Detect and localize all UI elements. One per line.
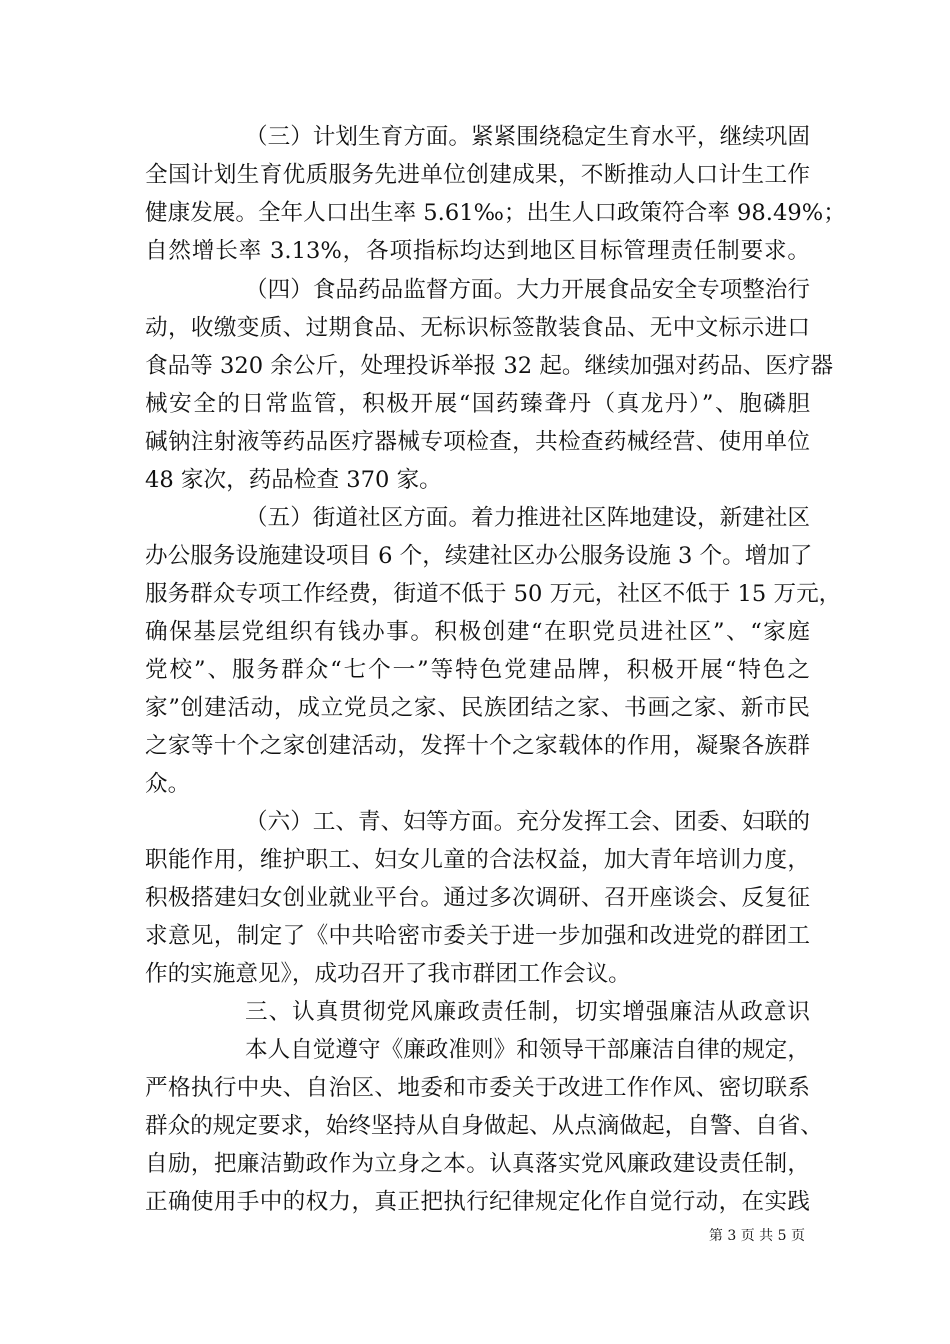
text-line: 械安全的日常监管，积极开展“国药臻聋丹（真龙丹）”、胞磷胆 — [145, 391, 810, 417]
text-line: 正确使用手中的权力，真正把执行纪律规定化作自觉行动，在实践 — [145, 1189, 810, 1215]
text-line: 碱钠注射液等药品医疗器械专项检查，共检查药械经营、使用单位 — [145, 429, 810, 455]
text-line: 自然增长率 3.13%，各项指标均达到地区目标管理责任制要求。 — [145, 238, 810, 264]
text-line: 严格执行中央、自治区、地委和市委关于改进工作作风、密切联系 — [145, 1075, 810, 1101]
text-line: 动，收缴变质、过期食品、无标识标签散装食品、无中文标示进口 — [145, 315, 810, 341]
text-line: 全国计划生育优质服务先进单位创建成果，不断推动人口计生工作 — [145, 162, 810, 188]
text-line: 健康发展。全年人口出生率 5.61‰；出生人口政策符合率 98.49%； — [145, 200, 846, 226]
text-line: 积极搭建妇女创业就业平台。通过多次调研、召开座谈会、反复征 — [145, 885, 810, 911]
text-line: 职能作用，维护职工、妇女儿童的合法权益，加大青年培训力度， — [145, 847, 810, 873]
page-number: 第 3 页 共 5 页 — [708, 1228, 805, 1244]
text-line: 确保基层党组织有钱办事。积极创建“在职党员进社区”、“家庭 — [145, 619, 810, 645]
text-line: 48 家次，药品检查 370 家。 — [145, 467, 442, 493]
heading-line: 三、认真贯彻党风廉政责任制，切实增强廉洁从政意识 — [245, 999, 810, 1025]
text-line: 之家等十个之家创建活动，发挥十个之家载体的作用，凝聚各族群 — [145, 733, 810, 759]
text-line: 办公服务设施建设项目 6 个，续建社区办公服务设施 3 个。增加了 — [145, 543, 813, 569]
text-line: 群众的规定要求，始终坚持从自身做起、从点滴做起，自警、自省、 — [145, 1113, 823, 1139]
text-line: （六）工、青、妇等方面。充分发挥工会、团委、妇联的 — [245, 809, 810, 835]
text-line: （三）计划生育方面。紧紧围绕稳定生育水平，继续巩固 — [245, 124, 810, 150]
text-line: 本人自觉遵守《廉政准则》和领导干部廉洁自律的规定， — [245, 1037, 810, 1063]
text-line: 求意见，制定了《中共哈密市委关于进一步加强和改进党的群团工 — [145, 923, 810, 949]
text-line: 众。 — [145, 771, 191, 797]
text-line: 食品等 320 余公斤，处理投诉举报 32 起。继续加强对药品、医疗器 — [145, 353, 834, 379]
text-line: 自励，把廉洁勤政作为立身之本。认真落实党风廉政建设责任制， — [145, 1151, 810, 1177]
text-line: 家”创建活动，成立党员之家、民族团结之家、书画之家、新市民 — [145, 695, 810, 721]
text-line: （四）食品药品监督方面。大力开展食品安全专项整治行 — [245, 277, 810, 303]
text-line: 作的实施意见》，成功召开了我市群团工作会议。 — [145, 961, 631, 987]
text-line: （五）街道社区方面。着力推进社区阵地建设，新建社区 — [245, 505, 810, 531]
text-line: 服务群众专项工作经费，街道不低于 50 万元，社区不低于 15 万元， — [145, 581, 842, 607]
text-line: 党校”、服务群众“七个一”等特色党建品牌，积极开展“特色之 — [145, 657, 810, 683]
